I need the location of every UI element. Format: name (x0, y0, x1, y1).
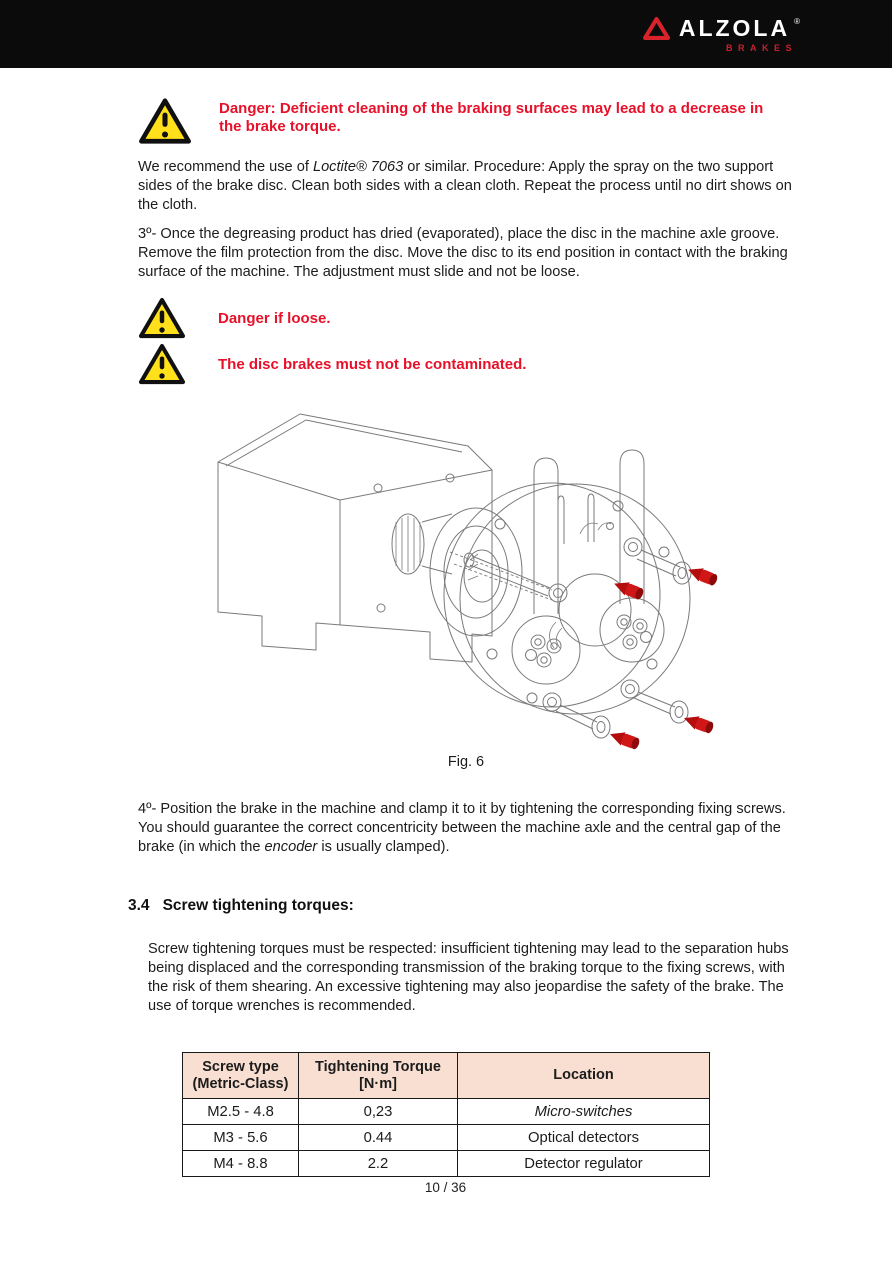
warning-triangle-icon (138, 96, 192, 146)
cell-torque: 0,23 (299, 1099, 458, 1125)
paragraph-loctite-pre: We recommend the use of (138, 159, 313, 175)
page-number: 10 / 36 (424, 1180, 467, 1195)
loctite-product-name: Loctite® 7063 (312, 159, 404, 175)
cell-screw-type: M3 - 5.6 (183, 1125, 299, 1151)
section-heading (128, 897, 798, 915)
warning-block-cleaning (138, 96, 798, 146)
paragraph-step-4-pre: 4º- Position the brake in the machine and clamp it to it by tightening the corresponding fixing screws. You should guarantee the correct concentricity between the machine axle and the central gap of the brake (in which the (138, 801, 786, 855)
cell-location: Optical detectors (458, 1125, 710, 1151)
cell-location: Detector regulator (458, 1151, 710, 1177)
cell-location: Micro-switches (458, 1099, 710, 1125)
page-content (0, 96, 892, 1195)
cell-screw-type: M2.5 - 4.8 (183, 1099, 299, 1125)
torque-table (182, 1052, 710, 1177)
brake-assembly-figure (200, 402, 760, 750)
table-row (183, 1151, 710, 1177)
table-header-row (183, 1053, 710, 1099)
warning-triangle-icon (138, 296, 186, 340)
warning-block-loose (138, 296, 798, 340)
warning-text-loose: Danger if loose. (218, 309, 331, 327)
warning-block-contamination (138, 342, 798, 386)
cell-screw-type: M4 - 8.8 (183, 1151, 299, 1177)
figure-caption: Fig. 6 (447, 754, 485, 770)
alzola-logo (643, 16, 800, 53)
section-title: Screw tightening torques: (162, 897, 354, 914)
red-screw-marker (682, 712, 715, 736)
logo-brand-text: ALZOLA (678, 14, 791, 41)
table-row (183, 1099, 710, 1125)
section-number: 3.4 (128, 897, 150, 914)
red-screw-marker (608, 728, 641, 750)
cell-torque: 0.44 (299, 1125, 458, 1151)
logo-sub-text: BRAKES (725, 42, 797, 53)
paragraph-step-4-post: is usually clamped). (317, 839, 450, 855)
col-header-torque: Tightening Torque [N·m] (299, 1053, 458, 1099)
table-row (183, 1125, 710, 1151)
paragraph-torques: Screw tightening torques must be respected: insufficient tightening may lead to the separation hubs being displaced and the corresponding transmission of the braking torque to the fixing screws, with the risk of them shearing. An excessive tightening may also jeopardise the safety of the brake. The use of torque wrenches is recommended. (148, 941, 789, 1014)
warning-text-contamination: The disc brakes must not be contaminated. (218, 355, 527, 373)
encoder-term: encoder (264, 839, 318, 855)
paragraph-loctite (138, 158, 798, 215)
warning-triangle-icon (138, 342, 186, 386)
warning-text-cleaning: Danger: Deficient cleaning of the braking surfaces may lead to a decrease in the brake torque. (219, 100, 764, 135)
paragraph-loctite-post: or similar. Procedure: Apply the spray on the two support sides of the brake disc. Clean both sides with a clean cloth. Repeat the process until no dirt shows on the cloth. (138, 159, 792, 213)
cell-torque: 2.2 (299, 1151, 458, 1177)
paragraph-step-4 (138, 800, 798, 857)
alzola-triangle-icon (643, 16, 670, 41)
col-header-location: Location (458, 1053, 710, 1099)
col-header-screw-type: Screw type (Metric-Class) (183, 1053, 299, 1099)
figure-6 (200, 402, 760, 770)
registered-mark: ® (794, 16, 800, 26)
header-bar (0, 0, 892, 68)
paragraph-step-3: 3º- Once the degreasing product has dried (evaporated), place the disc in the machine axle groove. Remove the film protection from the disc. Move the disc to its end position in contact with the braking surface of the machine. The adjustment must slide and not be loose. (138, 226, 788, 280)
